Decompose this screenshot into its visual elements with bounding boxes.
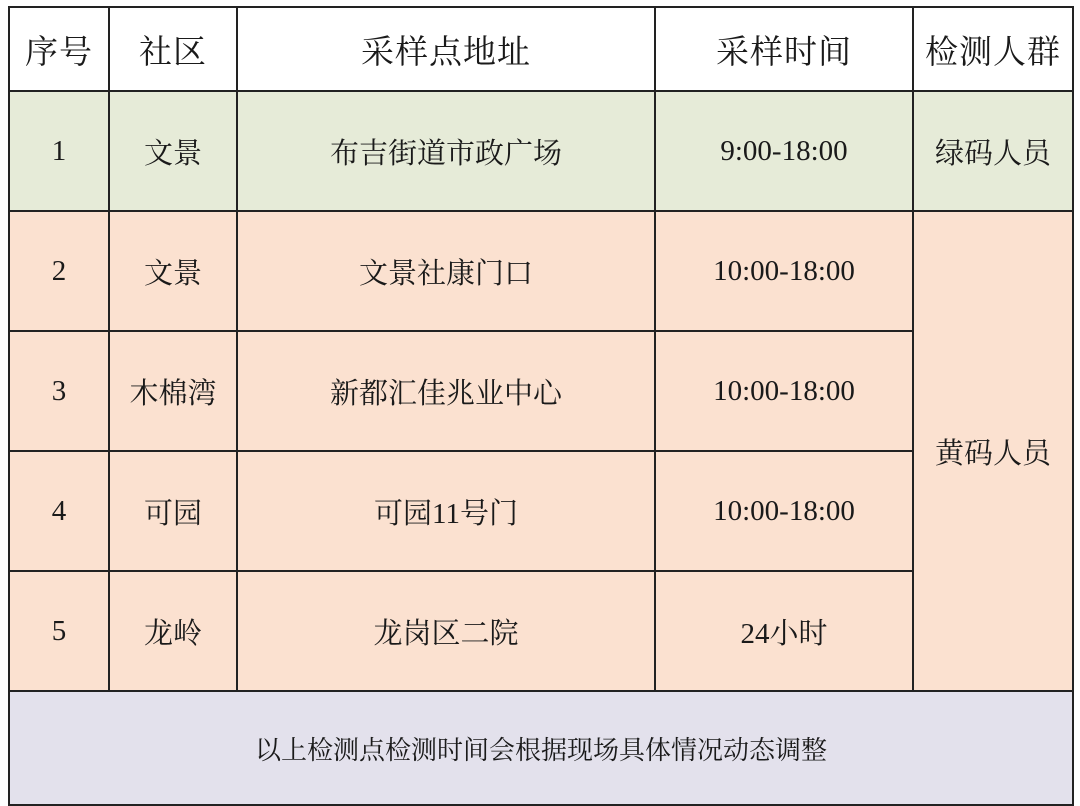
cell-community: 龙岭 (109, 571, 237, 691)
table-header (9, 7, 1073, 91)
header-row (9, 7, 1073, 91)
cell-index: 3 (9, 331, 109, 451)
header-address: 采样点地址 (237, 7, 655, 91)
cell-community: 可园 (109, 451, 237, 571)
table-row (9, 91, 1073, 211)
cell-community: 木棉湾 (109, 331, 237, 451)
cell-index: 2 (9, 211, 109, 331)
table-body (9, 91, 1073, 805)
cell-index: 5 (9, 571, 109, 691)
cell-address: 布吉街道市政广场 (237, 91, 655, 211)
cell-community: 文景 (109, 91, 237, 211)
cell-time: 24小时 (655, 571, 913, 691)
footer-note: 以上检测点检测时间会根据现场具体情况动态调整 (9, 691, 1073, 805)
cell-group-merged: 黄码人员 (913, 211, 1073, 691)
table-row (9, 211, 1073, 331)
cell-community: 文景 (109, 211, 237, 331)
header-group: 检测人群 (913, 7, 1073, 91)
cell-address: 文景社康门口 (237, 211, 655, 331)
cell-group: 绿码人员 (913, 91, 1073, 211)
cell-time: 10:00-18:00 (655, 331, 913, 451)
cell-address: 可园11号门 (237, 451, 655, 571)
cell-time: 10:00-18:00 (655, 211, 913, 331)
sampling-sites-table (8, 6, 1074, 806)
cell-index: 4 (9, 451, 109, 571)
header-community: 社区 (109, 7, 237, 91)
header-time: 采样时间 (655, 7, 913, 91)
footer-row (9, 691, 1073, 805)
header-index: 序号 (9, 7, 109, 91)
cell-address: 新都汇佳兆业中心 (237, 331, 655, 451)
cell-index: 1 (9, 91, 109, 211)
cell-address: 龙岗区二院 (237, 571, 655, 691)
cell-time: 10:00-18:00 (655, 451, 913, 571)
cell-time: 9:00-18:00 (655, 91, 913, 211)
